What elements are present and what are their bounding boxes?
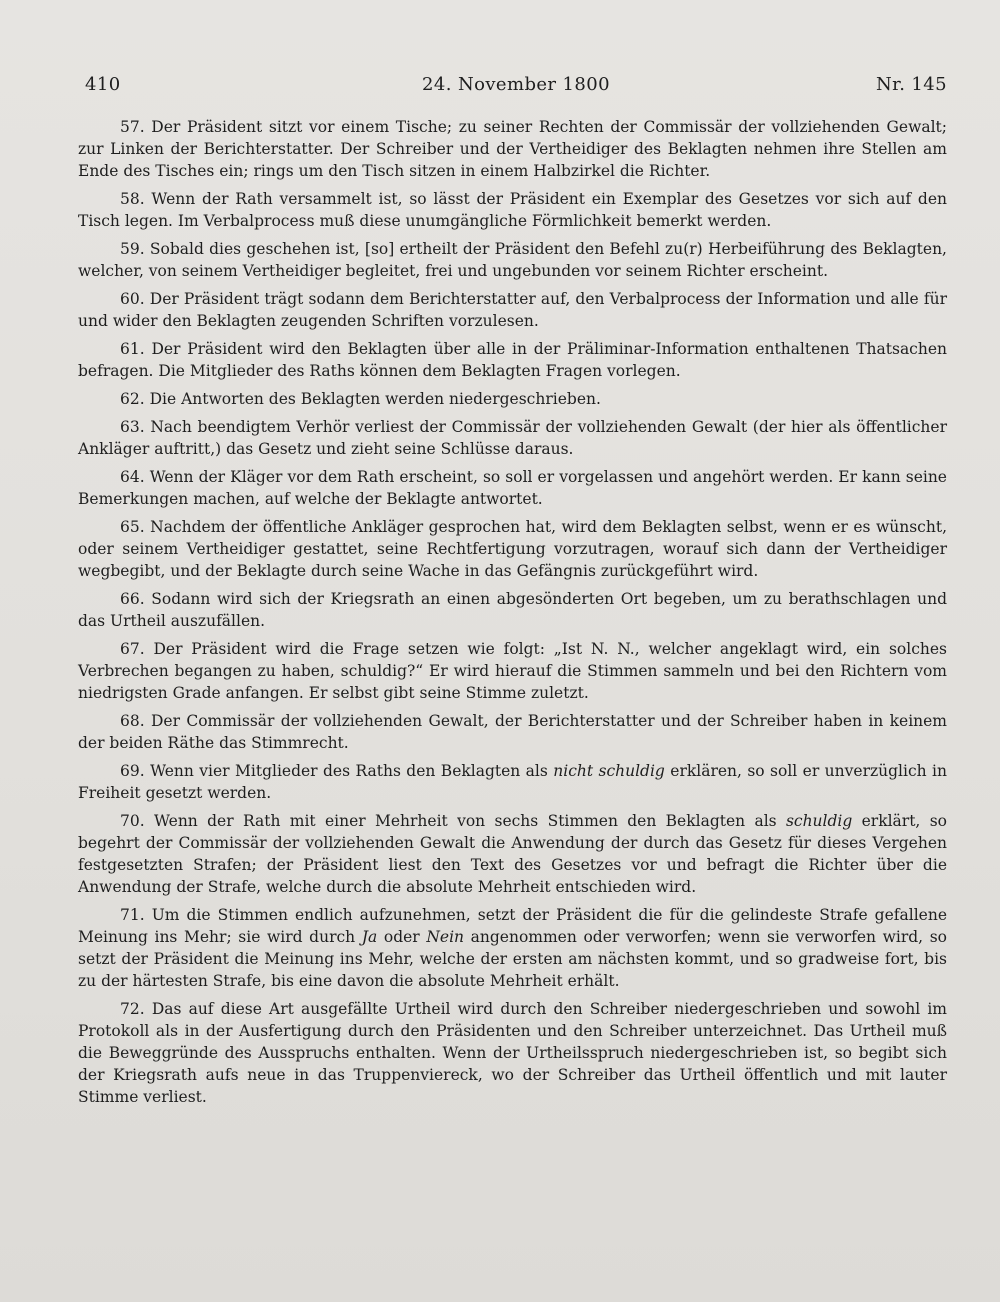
paragraph-text: Der Präsident wird die Frage setzen wie folgt: „Ist N. N., welcher angeklagt wird, ein solches Verbrechen begangen zu haben, schuldig?“ Er wird hierauf die Stimmen sammeln und bei den Richtern vom niedrigsten Grade anfangen. Er selbst gibt seine Stimme zuletzt. [78,640,947,702]
paragraph-63 [78,416,947,460]
paragraph-number: 58. [120,190,145,208]
paragraph-text: Das auf diese Art ausgefällte Urtheil wird durch den Schreiber niedergeschrieben und sowohl im Protokoll als in der Ausfertigung durch den Präsidenten und den Schreiber unterzeichnet. Das Urtheil muß die Beweggründe des Ausspruchs enthalten. Wenn der Urtheilsspruch niedergeschrieben ist, so begibt sich der Kriegsrath aufs neue in das Truppenviereck, wo der Schreiber das Urtheil öffentlich und mit lauter Stimme verliest. [78,1000,947,1106]
paragraph-57 [78,116,947,182]
italic-term: Nein [426,928,465,946]
paragraph-number: 72. [120,1000,145,1018]
paragraph-text: Wenn vier Mitglieder des Raths den Beklagten als [150,762,554,780]
paragraph-number: 61. [120,340,145,358]
paragraph-59 [78,238,947,282]
paragraph-text: Wenn der Kläger vor dem Rath erscheint, so soll er vorgelassen und angehört werden. Er kann seine Bemerkungen machen, auf welche der Beklagte antwortet. [78,468,947,508]
paragraph-61 [78,338,947,382]
paragraph-text: Der Präsident sitzt vor einem Tische; zu seiner Rechten der Commissär der vollziehenden Gewalt; zur Linken der Berichterstatter. Der Schreiber und der Vertheidiger des Beklagten nehmen ihre Stellen am Ende des Tisches ein; rings um den Tisch sitzen in einem Halbzirkel die Richter. [78,118,947,180]
paragraph-text: Nach beendigtem Verhör verliest der Commissär der vollziehenden Gewalt (der hier als öffentlicher Ankläger auftritt,) das Gesetz und zieht seine Schlüsse daraus. [78,418,947,458]
paragraph-number: 70. [120,812,145,830]
italic-term: schuldig [785,812,853,830]
paragraph-69 [78,760,947,804]
paragraph-60 [78,288,947,332]
paragraph-number: 69. [120,762,145,780]
paragraph-71 [78,904,947,992]
paragraph-text: angenommen oder verworfen; wenn sie verworfen wird, so setzt der Präsident die Meinung ins Mehr, welche der ersten am nächsten kommt, und so gradweise fort, bis zu der härtesten Strafe, bis eine davon die absolute Mehrheit erhält. [78,928,947,990]
paragraph-number: 60. [120,290,145,308]
document-number: Nr. 145 [876,74,947,95]
paragraph-text: erklären, so soll er unverzüglich in Freiheit gesetzt werden. [78,762,947,802]
paragraph-62 [78,388,947,410]
paragraph-72 [78,998,947,1108]
paragraph-number: 62. [120,390,145,408]
paragraph-text: Der Präsident wird den Beklagten über alle in der Präliminar-Information enthaltenen Thatsachen befragen. Die Mitglieder des Raths können dem Beklagten Fragen vorlegen. [78,340,948,380]
header-date: 24. November 1800 [422,74,610,95]
paragraph-64 [78,466,947,510]
italic-term: nicht schuldig [553,762,665,780]
italic-term: Ja [361,928,378,946]
running-header [85,74,947,102]
paragraph-text: Um die Stimmen endlich aufzunehmen, setzt der Präsident die für die gelindeste Strafe gefallene Meinung ins Mehr; sie wird durch [78,906,947,946]
paragraph-number: 66. [120,590,145,608]
paragraph-text: Nachdem der öffentliche Ankläger gesprochen hat, wird dem Beklagten selbst, wenn er es wünscht, oder seinem Vertheidiger gestattet, seine Rechtfertigung vorzutragen, worauf sich dann der Vertheidiger wegbegibt, und der Beklagte durch seine Wache in das Gefängnis zurückgeführt wird. [78,518,947,580]
paragraph-58 [78,188,947,232]
paragraph-70 [78,810,947,898]
paragraph-65 [78,516,947,582]
paragraph-text: Wenn der Rath versammelt ist, so lässt der Präsident ein Exemplar des Gesetzes vor sich auf den Tisch legen. Im Verbalprocess muß diese unumgängliche Förmlichkeit bemerkt werden. [78,190,947,230]
paragraph-number: 64. [120,468,145,486]
paragraph-number: 71. [120,906,145,924]
paragraph-68 [78,710,947,754]
paragraph-text: Die Antworten des Beklagten werden niedergeschrieben. [149,390,601,408]
paragraph-text: Der Commissär der vollziehenden Gewalt, der Berichterstatter und der Schreiber haben in keinem der beiden Räthe das Stimmrecht. [78,712,948,752]
document-body [78,116,947,1114]
paragraph-67 [78,638,947,704]
paragraph-text: Sobald dies geschehen ist, [so] ertheilt der Präsident den Befehl zu(r) Herbeiführung des Beklagten, welcher, von seinem Vertheidiger begleitet, frei und ungebunden vor seinem Richter erscheint. [78,240,947,280]
paragraph-number: 59. [120,240,145,258]
page-number: 410 [85,74,121,95]
paragraph-number: 67. [120,640,145,658]
paragraph-number: 63. [120,418,145,436]
paragraph-number: 68. [120,712,145,730]
paragraph-text: Der Präsident trägt sodann dem Berichterstatter auf, den Verbalprocess der Information und alle für und wider den Beklagten zeugenden Schriften vorzulesen. [78,290,947,330]
paragraph-66 [78,588,947,632]
paragraph-number: 57. [120,118,145,136]
paragraph-number: 65. [120,518,145,536]
paragraph-text: Wenn der Rath mit einer Mehrheit von sechs Stimmen den Beklagten als [153,812,786,830]
paragraph-text: oder [377,928,427,946]
paragraph-text: erklärt, so begehrt der Commissär der vollziehenden Gewalt die Anwendung der durch das Gesetz für dieses Vergehen festgesetzten Strafen; der Präsident liest den Text des Gesetzes vor und befragt die Richter über die Anwendung der Strafe, welche durch die absolute Mehrheit entschieden wird. [78,812,947,896]
paragraph-text: Sodann wird sich der Kriegsrath an einen abgesönderten Ort begeben, um zu berathschlagen und das Urtheil auszufällen. [78,590,947,630]
